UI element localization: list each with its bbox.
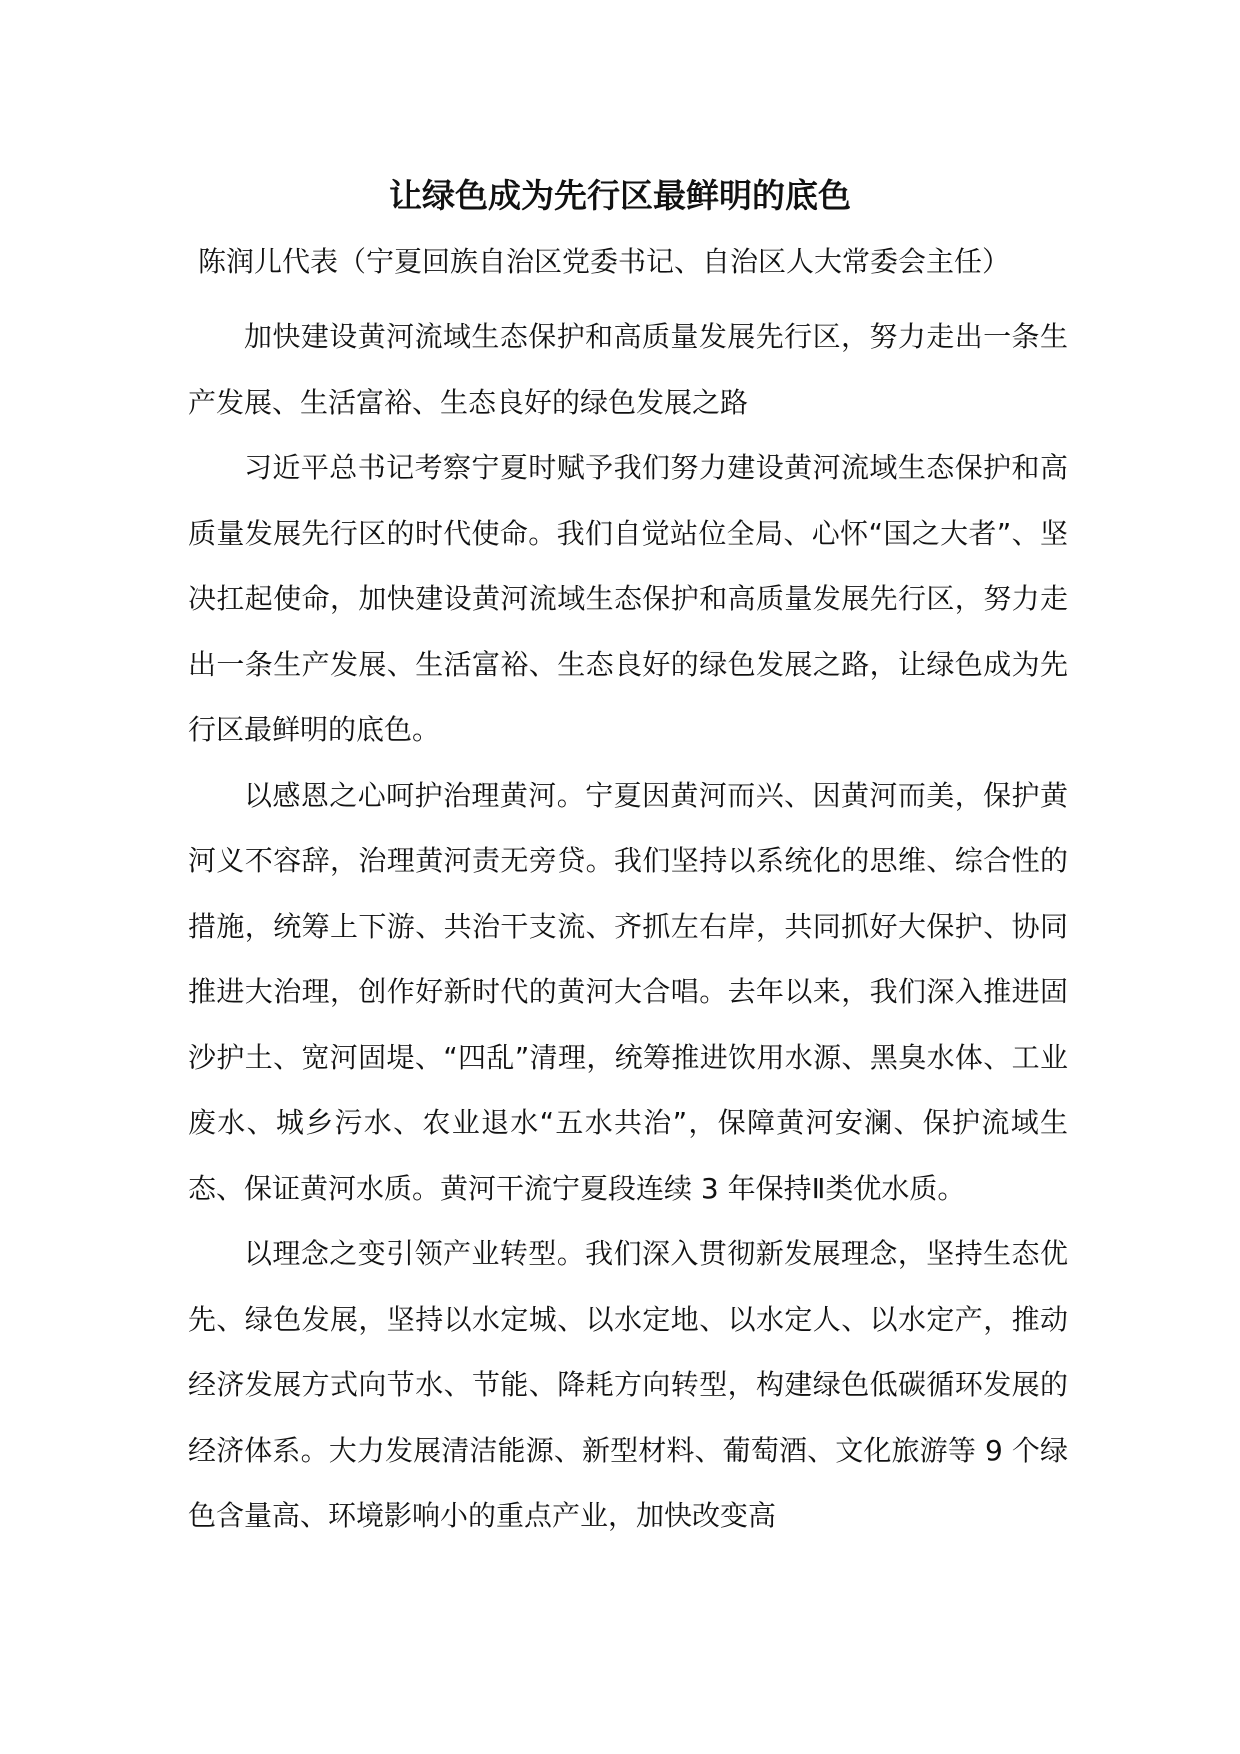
paragraph: 以感恩之心呵护治理黄河。宁夏因黄河而兴、因黄河而美，保护黄河义不容辞，治理黄河责无旁贷。我们坚持以系统化的思维、综合性的措施，统筹上下游、共治干支流、齐抓左右岸，共同抓好大保护、协同推进大治理，创作好新时代的黄河大合唱。去年以来，我们深入推进固沙护土、宽河固堤、“四乱”清理，统筹推进饮用水源、黑臭水体、工业废水、城乡污水、农业退水“五水共治”，保障黄河安澜、保护流域生态、保证黄河水质。黄河干流宁夏段连续 3 年保持Ⅱ类优水质。 bbox=[188, 778, 1068, 1205]
paragraph: 以理念之变引领产业转型。我们深入贯彻新发展理念，坚持生态优先、绿色发展，坚持以水定城、以水定地、以水定人、以水定产，推动经济发展方式向节水、节能、降耗方向转型，构建绿色低碳循环发展的经济体系。大力发展清洁能源、新型材料、葡萄酒、文化旅游等 9 个绿色含量高、环境影响小的重点产业，加快改变高 bbox=[188, 1237, 1068, 1532]
paragraph: 加快建设黄河流域生态保护和高质量发展先行区，努力走出一条生产发展、生活富裕、生态良好的绿色发展之路 bbox=[188, 320, 1068, 419]
paragraph: 习近平总书记考察宁夏时赋予我们努力建设黄河流域生态保护和高质量发展先行区的时代使命。我们自觉站位全局、心怀“国之大者”、坚决扛起使命，加快建设黄河流域生态保护和高质量发展先行区，努力走出一条生产发展、生活富裕、生态良好的绿色发展之路，让绿色成为先行区最鲜明的底色。 bbox=[188, 451, 1068, 746]
document-body bbox=[188, 304, 1068, 1549]
document-byline: 陈润儿代表（宁夏回族自治区党委书记、自治区人大常委会主任） bbox=[198, 245, 1011, 278]
document-title: 让绿色成为先行区最鲜明的底色 bbox=[389, 176, 851, 215]
